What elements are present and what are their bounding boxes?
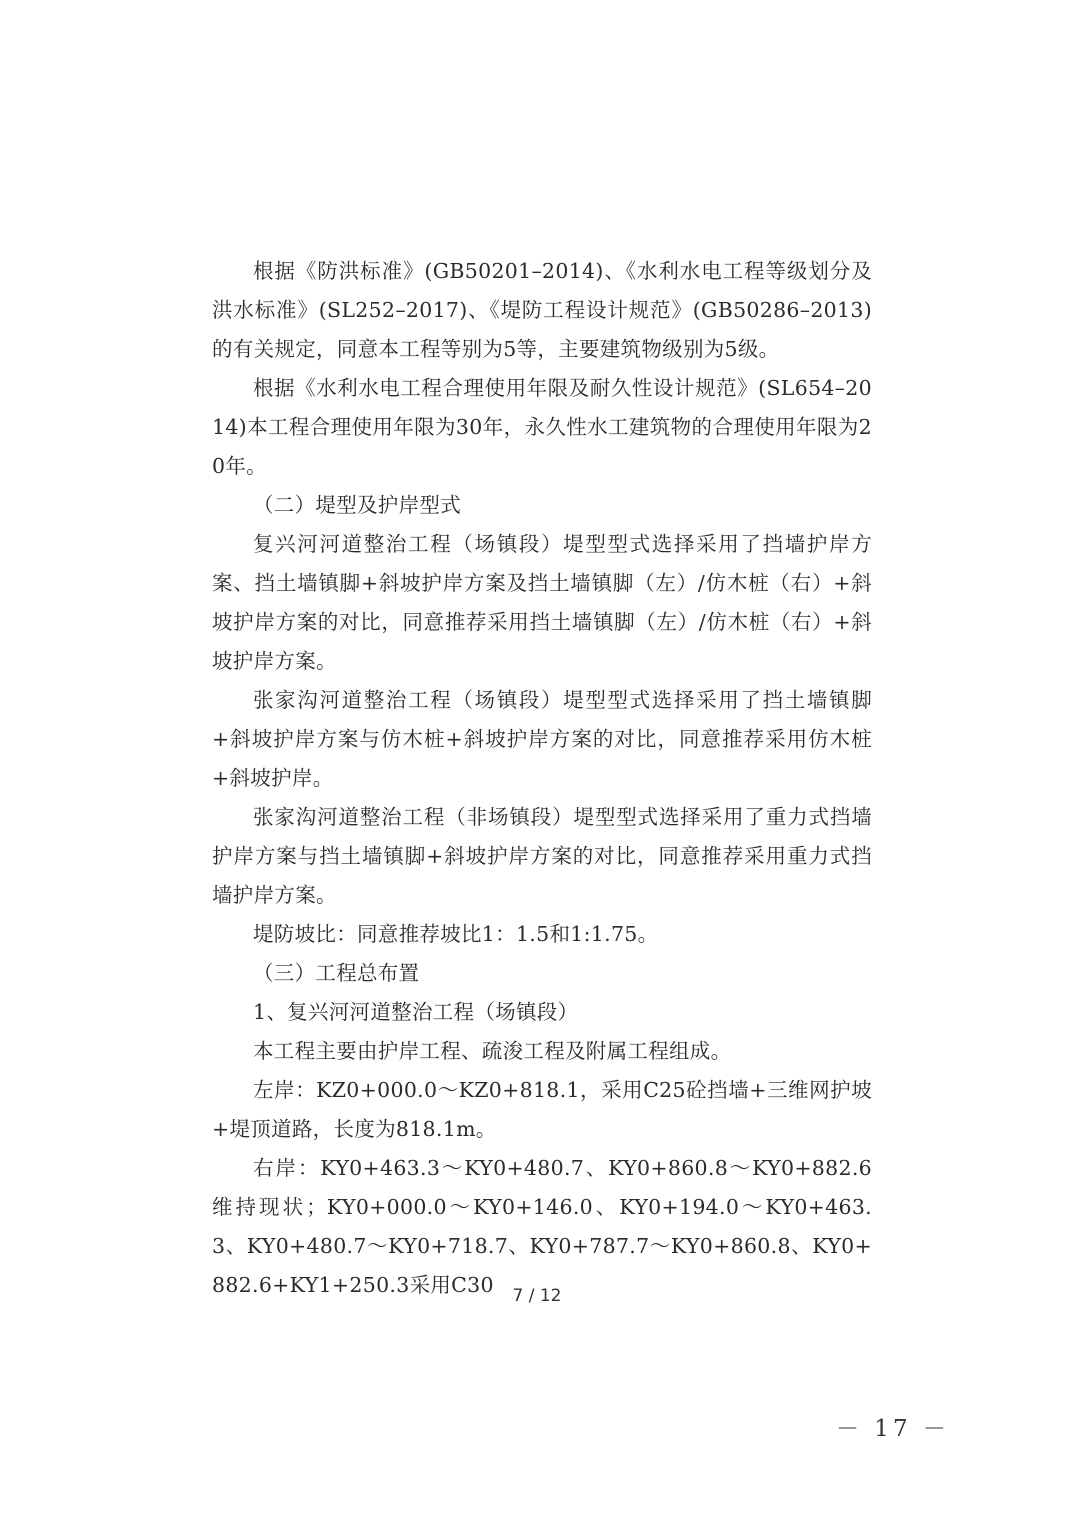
paragraph: 根据《防洪标准》(GB50201–2014)、《水利水电工程等级划分及洪水标准》(SL252–2017)、《堤防工程设计规范》(GB50286–2013)的有关规定，同意本工程等别为5等，主要建筑物级别为5级。 [212, 259, 872, 361]
paragraph: 张家沟河道整治工程（非场镇段）堤型型式选择采用了重力式挡墙护岸方案与挡土墙镇脚+斜坡护岸方案的对比，同意推荐采用重力式挡墙护岸方案。 [212, 805, 872, 907]
paragraph: 张家沟河道整治工程（场镇段）堤型型式选择采用了挡土墙镇脚+斜坡护岸方案与仿木桩+斜坡护岸方案的对比，同意推荐采用仿木桩+斜坡护岸。 [212, 688, 872, 790]
section-heading: （三）工程总布置 [253, 961, 420, 985]
paragraph: 左岸：KZ0+000.0～KZ0+818.1，采用C25砼挡墙+三维网护坡+堤顶道路，长度为818.1m。 [212, 1078, 872, 1141]
page-folio: － 17 － [836, 1416, 950, 1442]
paragraph: 本工程主要由护岸工程、疏浚工程及附属工程组成。 [253, 1039, 732, 1063]
document-body [212, 252, 872, 1305]
paragraph: 堤防坡比：同意推荐坡比1：1.5和1:1.75。 [253, 922, 659, 946]
section-heading: （二）堤型及护岸型式 [253, 493, 461, 517]
subsection-heading: 1、复兴河河道整治工程（场镇段） [253, 1000, 579, 1024]
paragraph: 右岸：KY0+463.3～KY0+480.7、KY0+860.8～KY0+882.6维持现状；KY0+000.0～KY0+146.0、KY0+194.0～KY0+463.3、KY0+480.7～KY0+718.7、KY0+787.7～KY0+860.8、KY0+882.6+KY1+250.3采用C30 [212, 1156, 872, 1297]
page-indicator: 7 / 12 [512, 1286, 562, 1306]
paragraph: 根据《水利水电工程合理使用年限及耐久性设计规范》(SL654–2014)本工程合理使用年限为30年，永久性水工建筑物的合理使用年限为20年。 [212, 376, 872, 478]
paragraph: 复兴河河道整治工程（场镇段）堤型型式选择采用了挡墙护岸方案、挡土墙镇脚+斜坡护岸方案及挡土墙镇脚（左）/仿木桩（右）+斜坡护岸方案的对比，同意推荐采用挡土墙镇脚（左）/仿木桩（右）+斜坡护岸方案。 [212, 532, 872, 673]
